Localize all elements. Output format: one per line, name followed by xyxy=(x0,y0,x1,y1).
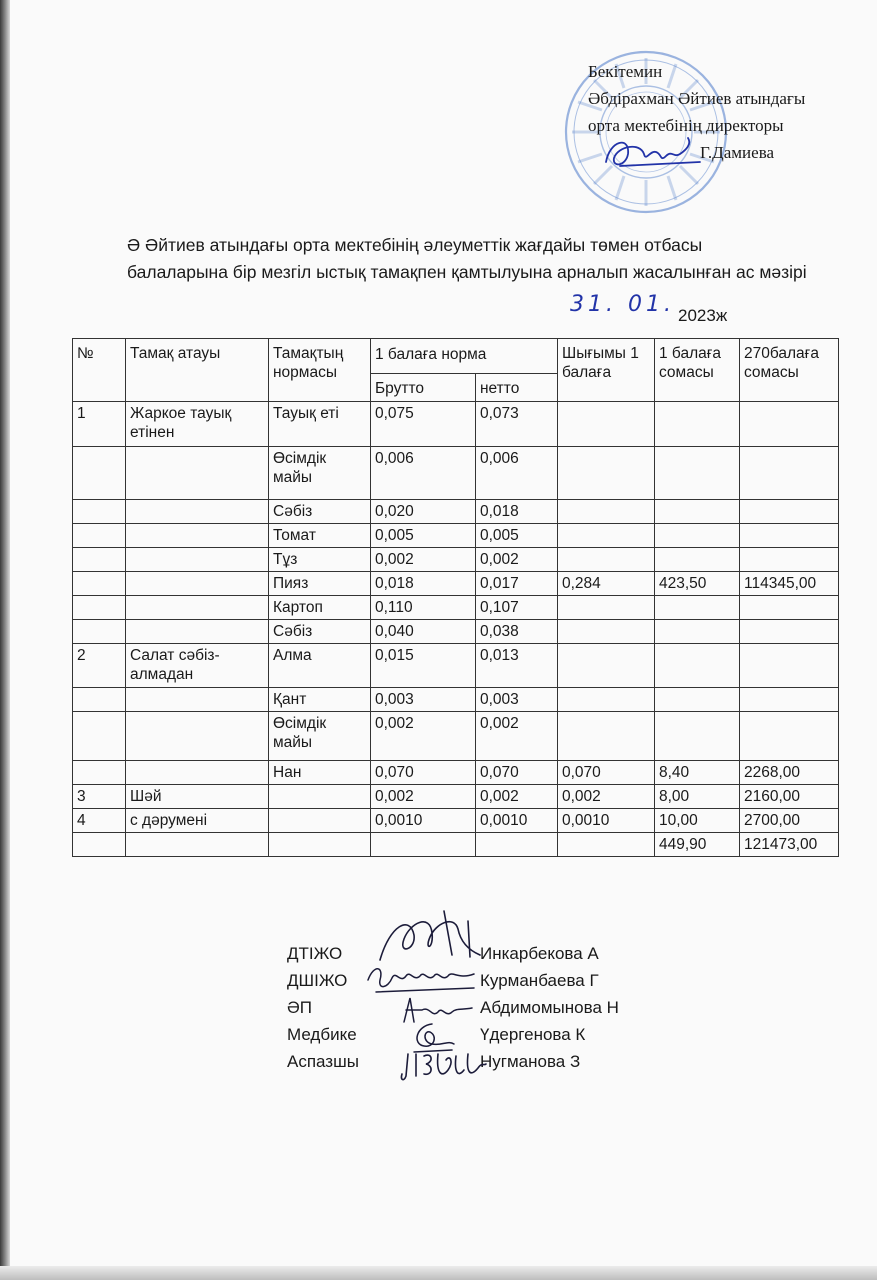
cell-ingredient: Пияз xyxy=(269,572,371,596)
cell-netto: 0,107 xyxy=(476,596,558,620)
cell-sum-one-child xyxy=(655,447,740,500)
cell-dish-name xyxy=(126,620,269,644)
cell-sum-one-child xyxy=(655,644,740,688)
cell-number: 1 xyxy=(73,402,126,447)
cell-sum-one-child xyxy=(655,500,740,524)
cell-ingredient xyxy=(269,833,371,857)
cell-dish-name: Салат сәбіз-алмадан xyxy=(126,644,269,688)
header-food-norm: Тамақтың нормасы xyxy=(269,339,371,402)
signer-name: Инкарбекова А xyxy=(480,944,599,963)
cell-brutto: 0,002 xyxy=(371,548,476,572)
cell-netto: 0,002 xyxy=(476,785,558,809)
cell-sum-270-children xyxy=(740,620,839,644)
cell-netto: 0,073 xyxy=(476,402,558,447)
header-dish-name: Тамақ атауы xyxy=(126,339,269,402)
signer-row xyxy=(287,1021,707,1048)
cell-sum-one-child: 8,00 xyxy=(655,785,740,809)
cell-netto: 0,017 xyxy=(476,572,558,596)
menu-table xyxy=(72,338,839,857)
cell-sum-one-child xyxy=(655,712,740,761)
cell-yield xyxy=(558,688,655,712)
cell-dish-name xyxy=(126,500,269,524)
cell-sum-270-children xyxy=(740,712,839,761)
date-handwritten: 31. 01. xyxy=(570,292,675,317)
cell-brutto: 0,015 xyxy=(371,644,476,688)
header-sum-270-children: 270балаға сомасы xyxy=(740,339,839,402)
header-brutto: Брутто xyxy=(371,374,476,402)
table-row xyxy=(73,620,839,644)
cell-yield: 0,284 xyxy=(558,572,655,596)
cell-ingredient xyxy=(269,809,371,833)
cell-sum-one-child xyxy=(655,402,740,447)
cell-yield xyxy=(558,500,655,524)
signer-role: Аспазшы xyxy=(287,1052,359,1071)
signer-name: Курманбаева Г xyxy=(480,971,599,990)
cell-number xyxy=(73,500,126,524)
cell-sum-one-child: 423,50 xyxy=(655,572,740,596)
cell-brutto: 0,0010 xyxy=(371,809,476,833)
cell-brutto xyxy=(371,833,476,857)
title-line-1: Ә Әйтиев атындағы орта мектебінің әлеуметтік жағдайы төмен отбасы xyxy=(127,235,703,255)
table-row xyxy=(73,500,839,524)
cell-dish-name xyxy=(126,572,269,596)
cell-brutto: 0,002 xyxy=(371,712,476,761)
signer-name: Абдимомынова Н xyxy=(480,998,619,1017)
cell-dish-name xyxy=(126,447,269,500)
cell-brutto: 0,005 xyxy=(371,524,476,548)
cell-ingredient: Сәбіз xyxy=(269,500,371,524)
page-edge-bottom xyxy=(0,1266,877,1280)
cell-netto: 0,013 xyxy=(476,644,558,688)
header-netto: нетто xyxy=(476,374,558,402)
cell-dish-name xyxy=(126,548,269,572)
cell-sum-270-children xyxy=(740,688,839,712)
cell-sum-270-children xyxy=(740,596,839,620)
cell-sum-270-children xyxy=(740,548,839,572)
cell-yield xyxy=(558,644,655,688)
signer-role: ДШІЖО xyxy=(287,971,348,990)
cell-dish-name: с дәрумені xyxy=(126,809,269,833)
table-row xyxy=(73,447,839,500)
cell-sum-one-child xyxy=(655,620,740,644)
cell-number xyxy=(73,712,126,761)
cell-dish-name: Шәй xyxy=(126,785,269,809)
document-date xyxy=(560,292,760,328)
signer-role: ӘП xyxy=(287,998,313,1017)
cell-sum-270-children xyxy=(740,500,839,524)
cell-yield xyxy=(558,596,655,620)
table-row xyxy=(73,761,839,785)
director-signature xyxy=(600,132,705,177)
signer-name: Нугманова З xyxy=(480,1052,581,1071)
cell-brutto: 0,002 xyxy=(371,785,476,809)
cell-brutto: 0,003 xyxy=(371,688,476,712)
header-sum-one-child: 1 балаға сомасы xyxy=(655,339,740,402)
cell-ingredient: Өсімдік майы xyxy=(269,712,371,761)
cell-dish-name xyxy=(126,833,269,857)
header-yield: Шығымы 1 балаға xyxy=(558,339,655,402)
cell-sum-270-children: 121473,00 xyxy=(740,833,839,857)
header-per-child-norm: 1 балаға норма xyxy=(371,339,558,374)
cell-sum-one-child xyxy=(655,596,740,620)
cell-yield: 0,0010 xyxy=(558,809,655,833)
cell-number xyxy=(73,447,126,500)
cell-brutto: 0,070 xyxy=(371,761,476,785)
table-row xyxy=(73,402,839,447)
cell-brutto: 0,018 xyxy=(371,572,476,596)
cell-netto: 0,005 xyxy=(476,524,558,548)
cell-number xyxy=(73,688,126,712)
cell-number xyxy=(73,548,126,572)
cell-netto: 0,0010 xyxy=(476,809,558,833)
table-row xyxy=(73,833,839,857)
cell-netto: 0,070 xyxy=(476,761,558,785)
signer-name: Үдергенова К xyxy=(480,1025,586,1044)
cell-sum-270-children: 2160,00 xyxy=(740,785,839,809)
table-row xyxy=(73,548,839,572)
cell-number xyxy=(73,620,126,644)
approval-heading: Бекітемин xyxy=(588,62,663,81)
cell-yield xyxy=(558,712,655,761)
cell-yield xyxy=(558,524,655,548)
cell-sum-270-children xyxy=(740,447,839,500)
cell-dish-name xyxy=(126,761,269,785)
cell-sum-one-child: 10,00 xyxy=(655,809,740,833)
cell-yield xyxy=(558,833,655,857)
cell-number xyxy=(73,833,126,857)
table-row xyxy=(73,572,839,596)
signer-row xyxy=(287,994,707,1021)
cell-ingredient: Тұз xyxy=(269,548,371,572)
table-row xyxy=(73,644,839,688)
cell-sum-270-children xyxy=(740,524,839,548)
cell-brutto: 0,110 xyxy=(371,596,476,620)
table-row xyxy=(73,712,839,761)
cell-ingredient: Сәбіз xyxy=(269,620,371,644)
cell-ingredient: Томат xyxy=(269,524,371,548)
date-year: 2023ж xyxy=(678,306,728,325)
cell-dish-name xyxy=(126,596,269,620)
cell-yield xyxy=(558,620,655,644)
cell-brutto: 0,020 xyxy=(371,500,476,524)
cell-sum-270-children xyxy=(740,402,839,447)
cell-netto xyxy=(476,833,558,857)
cell-yield xyxy=(558,548,655,572)
cell-netto: 0,002 xyxy=(476,548,558,572)
cell-netto: 0,038 xyxy=(476,620,558,644)
cell-ingredient xyxy=(269,785,371,809)
signer-role: Медбике xyxy=(287,1025,357,1044)
cell-ingredient: Нан xyxy=(269,761,371,785)
cell-sum-270-children: 114345,00 xyxy=(740,572,839,596)
table-row xyxy=(73,785,839,809)
cell-sum-one-child: 8,40 xyxy=(655,761,740,785)
table-row xyxy=(73,524,839,548)
approval-position: орта мектебінің директоры xyxy=(588,116,784,135)
table-row xyxy=(73,809,839,833)
table-row xyxy=(73,688,839,712)
cell-number xyxy=(73,572,126,596)
cell-number xyxy=(73,761,126,785)
cell-netto: 0,018 xyxy=(476,500,558,524)
cell-ingredient: Тауық еті xyxy=(269,402,371,447)
signer-row xyxy=(287,967,707,994)
cell-brutto: 0,075 xyxy=(371,402,476,447)
signers-block xyxy=(287,940,707,1075)
cell-sum-one-child xyxy=(655,688,740,712)
cell-number: 3 xyxy=(73,785,126,809)
approval-director-name: Г.Дамиева xyxy=(700,143,775,162)
table-row xyxy=(73,596,839,620)
cell-netto: 0,006 xyxy=(476,447,558,500)
cell-sum-270-children xyxy=(740,644,839,688)
cell-yield xyxy=(558,447,655,500)
cell-sum-270-children: 2700,00 xyxy=(740,809,839,833)
cell-sum-one-child xyxy=(655,548,740,572)
cell-ingredient: Қант xyxy=(269,688,371,712)
cell-sum-one-child xyxy=(655,524,740,548)
cell-brutto: 0,006 xyxy=(371,447,476,500)
cell-ingredient: Картоп xyxy=(269,596,371,620)
cell-number xyxy=(73,596,126,620)
cell-brutto: 0,040 xyxy=(371,620,476,644)
cell-yield: 0,070 xyxy=(558,761,655,785)
approval-school: Әбдірахман Әйтиев атындағы xyxy=(588,89,806,108)
cell-yield xyxy=(558,402,655,447)
cell-ingredient: Алма xyxy=(269,644,371,688)
cell-dish-name xyxy=(126,712,269,761)
page-edge-shadow xyxy=(0,0,10,1280)
cell-yield: 0,002 xyxy=(558,785,655,809)
cell-number: 2 xyxy=(73,644,126,688)
document-title xyxy=(127,232,807,286)
cell-netto: 0,003 xyxy=(476,688,558,712)
cell-dish-name xyxy=(126,524,269,548)
cell-number: 4 xyxy=(73,809,126,833)
cell-sum-270-children: 2268,00 xyxy=(740,761,839,785)
signer-role: ДТІЖО xyxy=(287,944,343,963)
cell-dish-name: Жаркое тауық етінен xyxy=(126,402,269,447)
cell-sum-one-child: 449,90 xyxy=(655,833,740,857)
cell-dish-name xyxy=(126,688,269,712)
signer-row xyxy=(287,940,707,967)
signer-row xyxy=(287,1048,707,1075)
cell-netto: 0,002 xyxy=(476,712,558,761)
signature-aspazshy xyxy=(398,1044,490,1086)
title-line-2: балаларына бір мезгіл ыстық тамақпен қамтылуына арналып жасалынған ас мәзірі xyxy=(127,262,807,282)
cell-number xyxy=(73,524,126,548)
cell-ingredient: Өсімдік майы xyxy=(269,447,371,500)
header-number: № xyxy=(73,339,126,402)
